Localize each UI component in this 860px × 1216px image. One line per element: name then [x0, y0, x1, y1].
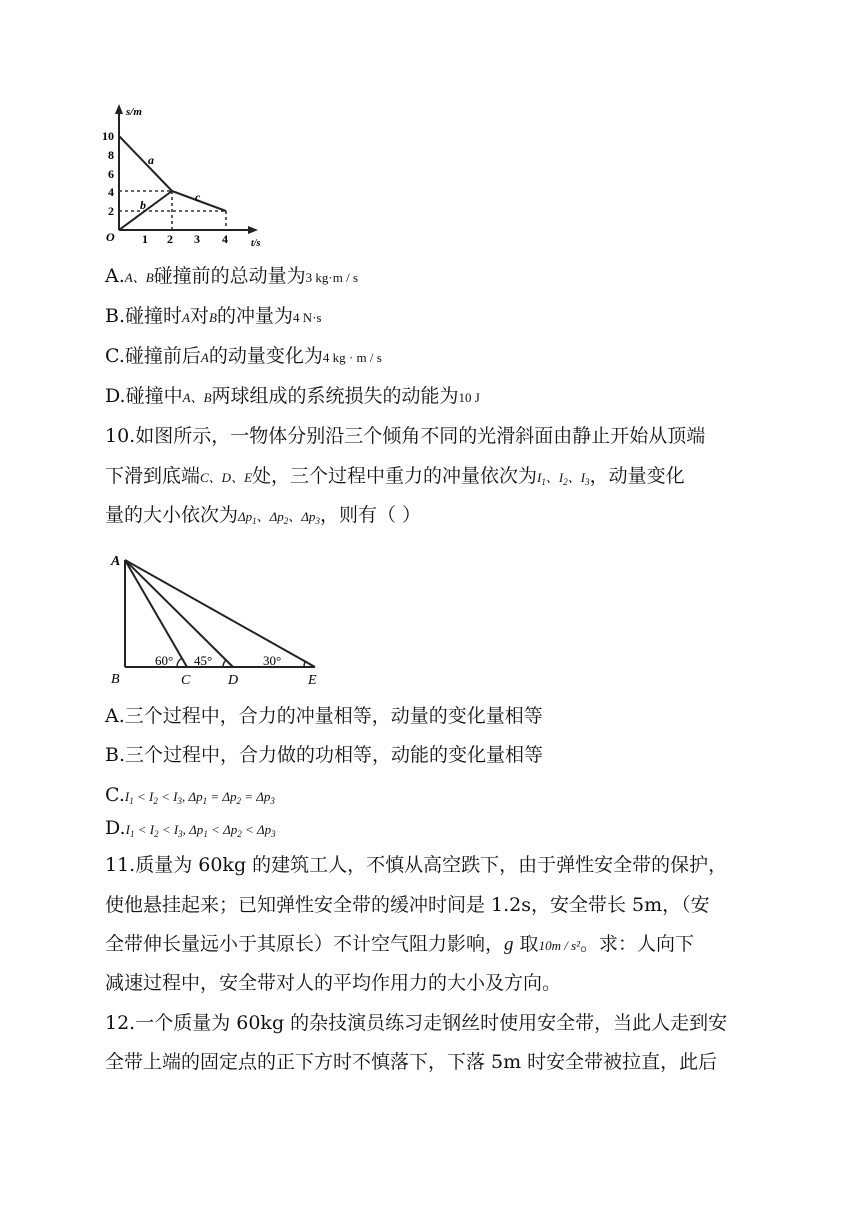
incline-ae [125, 560, 315, 667]
momentum-change-symbols: $\Delta p_1$、$\Delta p_2$、$\Delta p_3$ [238, 509, 320, 526]
y-tick-4: 4 [108, 185, 114, 199]
y-axis-arrow [115, 104, 123, 114]
impulse-symbols: $I_1$、$I_2$、$I_3$ [537, 470, 590, 487]
y-axis-label: s/m [126, 106, 142, 118]
line-b-label: b [140, 198, 146, 212]
x-tick-4: 4 [222, 232, 228, 246]
angle-arc-45 [223, 660, 226, 667]
q10-option-d: $D.I_1 < I_2 < I_3$, $\Delta p_1 < \Delta p_2 < \Delta p_3$ [105, 817, 276, 839]
q10-option-a: A.三个过程中，合力的冲量相等，动量的变化量相等 [105, 705, 543, 727]
q9-option-d: D.碰撞中A、B两球组成的系统损失的动能为10 J [105, 385, 480, 407]
option-c-formula: $I_1 < I_2 < I_3$, $\Delta p_1 = \Delta p_2 = \Delta p_3$ [124, 789, 275, 806]
angle-30-label: 30° [263, 653, 282, 668]
line-c-label: c [195, 190, 201, 204]
y-tick-6: 6 [108, 167, 114, 181]
point-e-label: E [308, 673, 317, 688]
point-b-label: B [111, 672, 120, 687]
x-tick-1: 1 [142, 232, 148, 246]
q12-line-1: 12.一个质量为 60kg 的杂技演员练习走钢丝时使用安全带，当此人走到安 [105, 1012, 728, 1034]
line-a [119, 136, 172, 191]
point-a-label: A [111, 554, 121, 569]
incline-ad [125, 560, 233, 667]
point-c-label: C [181, 673, 191, 688]
y-tick-2: 2 [108, 204, 114, 218]
q11-line-2: 使他悬挂起来；已知弹性安全带的缓冲时间是 1.2s，安全带长 5m，（安 [105, 894, 710, 916]
incline-figure [105, 550, 335, 690]
angle-60-label: 60° [155, 653, 174, 668]
x-axis-label: t/s [251, 238, 261, 249]
option-d-formula: $I_1 < I_2 < I_3$, $\Delta p_1 < \Delta p_2 < \Delta p_3$ [125, 822, 276, 839]
x-tick-3: 3 [194, 232, 200, 246]
q11-line-3: 全带伸长量远小于其原长）不计空气阻力影响，g 取10m / s²。求：人向下 [105, 933, 695, 955]
y-tick-8: 8 [108, 148, 114, 162]
angle-arc-60 [177, 658, 182, 667]
point-d-label: D [228, 673, 239, 688]
st-graph-figure [100, 98, 270, 250]
angle-45-label: 45° [194, 653, 213, 668]
x-tick-2: 2 [167, 232, 173, 246]
x-axis-arrow [248, 226, 258, 234]
q9-option-a: A.A、B碰撞前的总动量为3 kg·m / s [105, 265, 359, 287]
q10-line-1: 10.如图所示，一物体分别沿三个倾角不同的光滑斜面由静止开始从顶端 [105, 425, 706, 447]
q10-line-2: 下滑到底端C、D、E处，三个过程中重力的冲量依次为$I_1$、$I_2$、$I_3$，动量变化 [105, 465, 685, 487]
q10-option-c: $C.I_1 < I_2 < I_3$, $\Delta p_1 = \Delta p_2 = \Delta p_3$ [105, 784, 275, 806]
origin-label: O [106, 230, 115, 244]
q12-line-2: 全带上端的固定点的正下方时不慎落下，下落 5m 时安全带被拉直，此后 [105, 1051, 718, 1073]
q10-line-3: 量的大小依次为$\Delta p_1$、$\Delta p_2$、$\Delta p_3$，则有（ ） [105, 504, 421, 526]
q9-option-c: C.碰撞前后A的动量变化为4 kg · m / s [105, 345, 382, 367]
q9-option-b: B.碰撞时A对B的冲量为4 N·s [105, 305, 322, 327]
q10-option-b: B.三个过程中，合力做的功相等，动能的变化量相等 [105, 744, 544, 766]
q11-line-4: 减速过程中，安全带对人的平均作用力的大小及方向。 [105, 972, 562, 994]
q11-line-1: 11.质量为 60kg 的建筑工人，不慎从高空跌下，由于弹性安全带的保护， [105, 854, 728, 876]
line-a-label: a [148, 153, 154, 167]
y-tick-10: 10 [102, 129, 114, 143]
